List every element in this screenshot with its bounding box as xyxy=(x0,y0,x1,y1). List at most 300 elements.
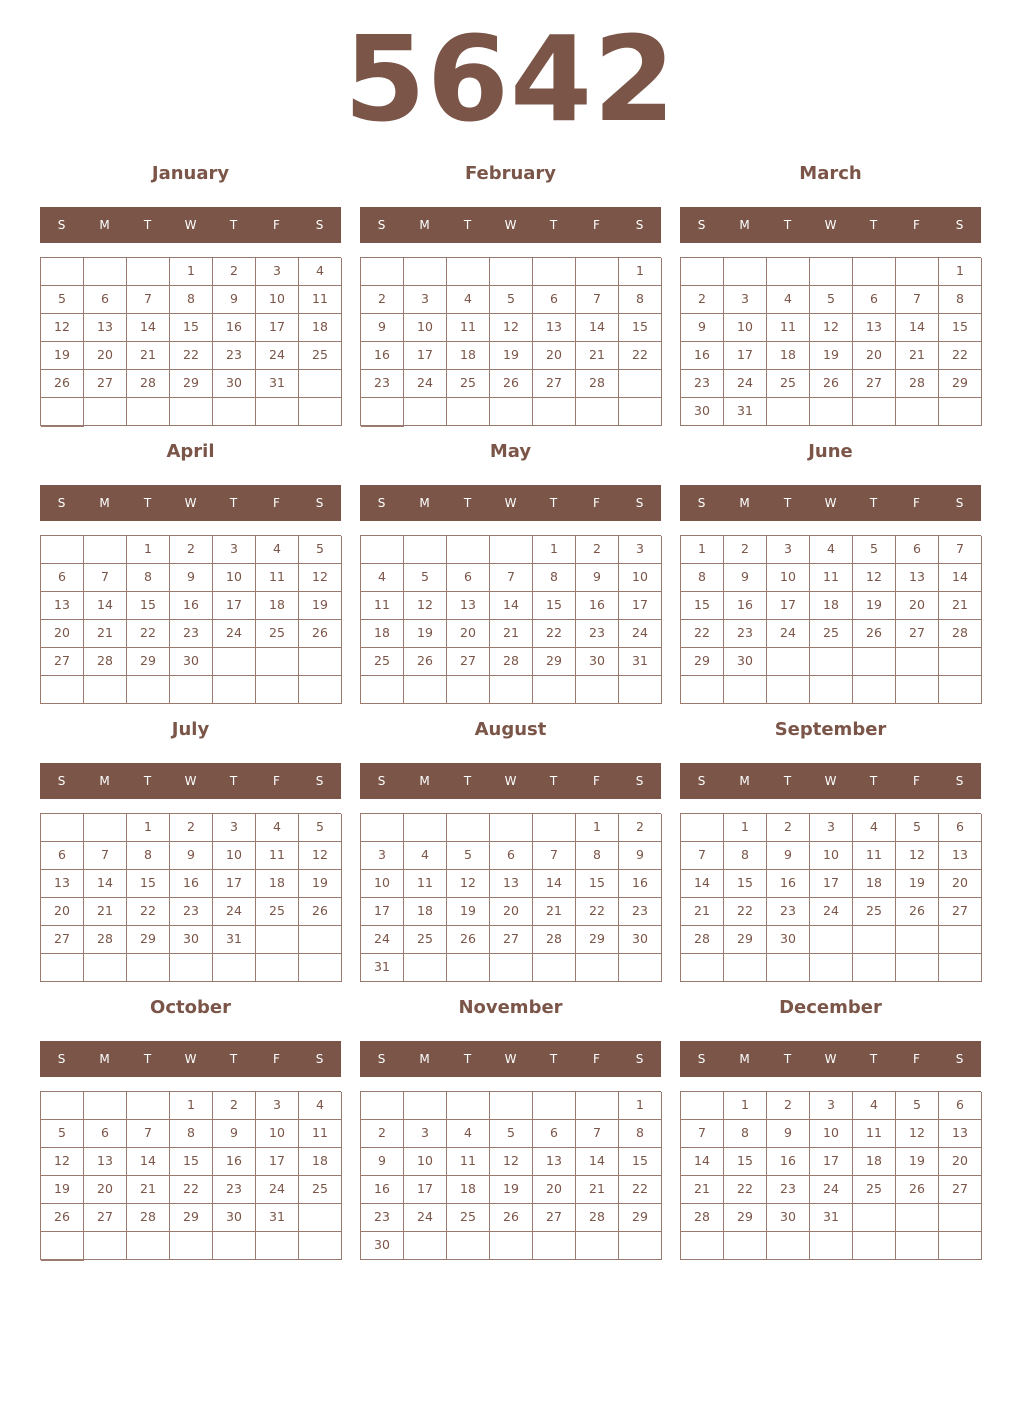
day-cell: 2 xyxy=(767,1092,810,1120)
day-cell: 10 xyxy=(810,842,853,870)
month-name: June xyxy=(808,441,853,462)
day-cell: 16 xyxy=(767,1148,810,1176)
day-cell: 9 xyxy=(170,564,213,592)
day-cell: 24 xyxy=(810,898,853,926)
day-cell: 4 xyxy=(447,1120,490,1148)
empty-day-cell xyxy=(404,1232,447,1260)
day-cell: 25 xyxy=(447,1204,490,1232)
day-grid xyxy=(680,535,981,704)
empty-day-cell xyxy=(939,1232,982,1260)
empty-day-cell xyxy=(490,954,533,982)
empty-day-cell xyxy=(299,1232,342,1260)
day-cell: 7 xyxy=(681,1120,724,1148)
empty-day-cell xyxy=(299,398,342,426)
day-cell: 11 xyxy=(256,564,299,592)
day-cell: 28 xyxy=(576,1204,619,1232)
day-grid xyxy=(360,1091,661,1260)
day-cell: 21 xyxy=(576,1176,619,1204)
day-cell: 21 xyxy=(681,1176,724,1204)
day-cell: 29 xyxy=(127,648,170,676)
day-cell: 9 xyxy=(170,842,213,870)
day-cell: 18 xyxy=(810,592,853,620)
day-cell: 5 xyxy=(447,842,490,870)
weekday-label: T xyxy=(229,496,238,510)
weekday-label: T xyxy=(143,496,152,510)
day-cell: 29 xyxy=(619,1204,662,1232)
day-cell: 16 xyxy=(170,592,213,620)
day-cell: 6 xyxy=(41,564,84,592)
day-cell: 28 xyxy=(127,370,170,398)
weekday-label: T xyxy=(869,774,878,788)
empty-day-cell xyxy=(896,954,939,982)
day-cell: 3 xyxy=(404,1120,447,1148)
empty-day-cell xyxy=(84,954,127,982)
month-calendar-march xyxy=(680,160,981,426)
day-cell: 14 xyxy=(533,870,576,898)
empty-day-cell xyxy=(84,258,127,286)
month-calendar-october xyxy=(40,994,341,1260)
day-cell: 20 xyxy=(490,898,533,926)
day-cell: 11 xyxy=(767,314,810,342)
day-cell: 13 xyxy=(533,1148,576,1176)
weekday-header xyxy=(40,763,341,799)
empty-day-cell xyxy=(127,676,170,704)
day-cell: 2 xyxy=(767,814,810,842)
day-cell: 12 xyxy=(299,564,342,592)
day-cell: 17 xyxy=(361,898,404,926)
empty-day-cell xyxy=(724,1232,767,1260)
day-cell: 10 xyxy=(404,1148,447,1176)
day-cell: 29 xyxy=(170,370,213,398)
empty-day-cell xyxy=(619,1232,662,1260)
day-cell: 2 xyxy=(361,286,404,314)
day-cell: 13 xyxy=(41,592,84,620)
day-cell: 24 xyxy=(724,370,767,398)
day-cell: 25 xyxy=(256,898,299,926)
empty-day-cell xyxy=(170,1232,213,1260)
day-cell: 9 xyxy=(619,842,662,870)
empty-day-cell xyxy=(404,676,447,704)
weekday-label: T xyxy=(549,496,558,510)
day-cell: 31 xyxy=(810,1204,853,1232)
empty-day-cell xyxy=(533,1232,576,1260)
empty-day-cell xyxy=(490,1232,533,1260)
day-cell: 18 xyxy=(256,592,299,620)
day-cell: 13 xyxy=(939,842,982,870)
day-cell: 5 xyxy=(299,814,342,842)
weekday-label: T xyxy=(783,1052,792,1066)
day-cell: 28 xyxy=(896,370,939,398)
day-cell: 28 xyxy=(84,648,127,676)
day-cell: 21 xyxy=(533,898,576,926)
day-cell: 1 xyxy=(127,536,170,564)
weekday-label: T xyxy=(549,1052,558,1066)
empty-day-cell xyxy=(576,954,619,982)
weekday-label: M xyxy=(419,774,430,788)
weekday-label: S xyxy=(955,1052,964,1066)
empty-day-cell xyxy=(447,676,490,704)
day-cell: 12 xyxy=(447,870,490,898)
day-cell: 13 xyxy=(533,314,576,342)
day-cell: 8 xyxy=(681,564,724,592)
day-cell: 27 xyxy=(939,898,982,926)
weekday-header xyxy=(40,207,341,243)
weekday-label: S xyxy=(315,774,324,788)
day-cell: 30 xyxy=(213,1204,256,1232)
day-cell: 3 xyxy=(724,286,767,314)
empty-day-cell xyxy=(404,814,447,842)
empty-day-cell xyxy=(681,258,724,286)
month-name: February xyxy=(464,163,557,184)
day-grid xyxy=(360,535,661,704)
day-cell: 5 xyxy=(853,536,896,564)
day-cell: 15 xyxy=(127,592,170,620)
day-cell: 3 xyxy=(256,258,299,286)
month-name: January xyxy=(151,163,230,184)
day-cell: 15 xyxy=(724,870,767,898)
day-cell: 18 xyxy=(256,870,299,898)
empty-day-cell xyxy=(170,954,213,982)
day-cell: 19 xyxy=(299,592,342,620)
empty-day-cell xyxy=(724,954,767,982)
weekday-label: S xyxy=(315,1052,324,1066)
day-cell: 19 xyxy=(404,620,447,648)
day-cell: 23 xyxy=(576,620,619,648)
day-cell: 8 xyxy=(170,1120,213,1148)
day-cell: 6 xyxy=(939,1092,982,1120)
day-cell: 25 xyxy=(256,620,299,648)
weekday-label: F xyxy=(593,496,600,510)
day-cell: 2 xyxy=(213,1092,256,1120)
empty-day-cell xyxy=(84,398,127,426)
empty-day-cell xyxy=(853,676,896,704)
month-calendar-may xyxy=(360,438,661,704)
weekday-label: S xyxy=(57,1052,66,1066)
day-cell: 4 xyxy=(256,814,299,842)
empty-day-cell xyxy=(447,954,490,982)
day-cell: 15 xyxy=(533,592,576,620)
day-cell: 11 xyxy=(853,842,896,870)
month-calendar-august xyxy=(360,716,661,982)
day-cell: 12 xyxy=(490,1148,533,1176)
day-cell: 16 xyxy=(361,1176,404,1204)
empty-day-cell xyxy=(939,648,982,676)
day-cell: 31 xyxy=(256,370,299,398)
weekday-label: M xyxy=(739,774,750,788)
day-cell: 6 xyxy=(533,1120,576,1148)
day-cell: 20 xyxy=(939,870,982,898)
day-cell: 9 xyxy=(724,564,767,592)
day-cell: 18 xyxy=(447,342,490,370)
empty-day-cell xyxy=(361,676,404,704)
day-cell: 1 xyxy=(170,258,213,286)
day-cell: 8 xyxy=(533,564,576,592)
weekday-label: T xyxy=(549,774,558,788)
empty-day-cell xyxy=(939,676,982,704)
day-cell: 12 xyxy=(810,314,853,342)
day-cell: 21 xyxy=(576,342,619,370)
day-cell: 15 xyxy=(127,870,170,898)
day-cell: 6 xyxy=(853,286,896,314)
day-cell: 1 xyxy=(619,258,662,286)
weekday-label: M xyxy=(99,218,110,232)
day-cell: 15 xyxy=(619,1148,662,1176)
weekday-label: W xyxy=(184,774,197,788)
empty-day-cell xyxy=(681,1232,724,1260)
day-cell: 20 xyxy=(447,620,490,648)
empty-day-cell xyxy=(896,926,939,954)
day-cell: 24 xyxy=(361,926,404,954)
weekday-label: S xyxy=(955,496,964,510)
day-cell: 28 xyxy=(533,926,576,954)
weekday-label: F xyxy=(913,1052,920,1066)
empty-day-cell xyxy=(41,426,84,427)
day-cell: 12 xyxy=(404,592,447,620)
weekday-label: W xyxy=(184,496,197,510)
day-cell: 11 xyxy=(256,842,299,870)
day-cell: 13 xyxy=(84,1148,127,1176)
empty-day-cell xyxy=(896,648,939,676)
day-cell: 31 xyxy=(361,954,404,982)
weekday-label: S xyxy=(635,218,644,232)
empty-day-cell xyxy=(810,676,853,704)
weekday-label: S xyxy=(697,496,706,510)
day-cell: 22 xyxy=(939,342,982,370)
day-cell: 3 xyxy=(361,842,404,870)
day-cell: 4 xyxy=(853,814,896,842)
month-name: March xyxy=(799,163,862,184)
day-grid xyxy=(680,257,981,426)
weekday-label: S xyxy=(377,496,386,510)
day-cell: 8 xyxy=(127,564,170,592)
empty-day-cell xyxy=(490,814,533,842)
day-cell: 22 xyxy=(724,898,767,926)
day-cell: 10 xyxy=(213,842,256,870)
day-cell: 20 xyxy=(41,898,84,926)
weekday-label: T xyxy=(463,496,472,510)
empty-day-cell xyxy=(896,258,939,286)
weekday-label: M xyxy=(419,218,430,232)
weekday-label: T xyxy=(549,218,558,232)
weekday-label: S xyxy=(955,218,964,232)
weekday-label: T xyxy=(869,1052,878,1066)
empty-day-cell xyxy=(256,398,299,426)
day-cell: 1 xyxy=(619,1092,662,1120)
day-cell: 27 xyxy=(41,926,84,954)
weekday-label: M xyxy=(739,496,750,510)
day-cell: 22 xyxy=(533,620,576,648)
day-cell: 20 xyxy=(853,342,896,370)
day-cell: 24 xyxy=(767,620,810,648)
day-cell: 21 xyxy=(127,342,170,370)
weekday-header xyxy=(680,1041,981,1077)
empty-day-cell xyxy=(447,258,490,286)
day-cell: 13 xyxy=(84,314,127,342)
day-cell: 28 xyxy=(576,370,619,398)
weekday-label: F xyxy=(273,1052,280,1066)
day-cell: 3 xyxy=(213,536,256,564)
weekday-header xyxy=(360,207,661,243)
day-cell: 13 xyxy=(896,564,939,592)
weekday-label: T xyxy=(143,774,152,788)
day-cell: 27 xyxy=(533,1204,576,1232)
empty-day-cell xyxy=(256,676,299,704)
empty-day-cell xyxy=(127,258,170,286)
day-cell: 16 xyxy=(213,314,256,342)
day-cell: 20 xyxy=(41,620,84,648)
day-cell: 3 xyxy=(767,536,810,564)
day-cell: 22 xyxy=(170,342,213,370)
month-calendar-november xyxy=(360,994,661,1260)
empty-day-cell xyxy=(213,398,256,426)
empty-day-cell xyxy=(41,676,84,704)
day-cell: 24 xyxy=(404,370,447,398)
day-cell: 6 xyxy=(84,286,127,314)
weekday-label: S xyxy=(697,1052,706,1066)
day-cell: 19 xyxy=(810,342,853,370)
day-cell: 9 xyxy=(681,314,724,342)
day-cell: 7 xyxy=(576,286,619,314)
day-cell: 3 xyxy=(256,1092,299,1120)
day-cell: 10 xyxy=(810,1120,853,1148)
month-name: July xyxy=(171,719,210,740)
day-cell: 28 xyxy=(681,926,724,954)
empty-day-cell xyxy=(576,1092,619,1120)
empty-day-cell xyxy=(767,1232,810,1260)
day-cell: 16 xyxy=(724,592,767,620)
day-cell: 15 xyxy=(724,1148,767,1176)
day-cell: 13 xyxy=(853,314,896,342)
day-cell: 25 xyxy=(361,648,404,676)
weekday-label: T xyxy=(229,774,238,788)
empty-day-cell xyxy=(404,398,447,426)
day-cell: 19 xyxy=(299,870,342,898)
day-cell: 16 xyxy=(619,870,662,898)
empty-day-cell xyxy=(724,676,767,704)
day-cell: 4 xyxy=(447,286,490,314)
empty-day-cell xyxy=(213,648,256,676)
day-cell: 17 xyxy=(724,342,767,370)
empty-day-cell xyxy=(576,1232,619,1260)
day-cell: 22 xyxy=(170,1176,213,1204)
day-cell: 4 xyxy=(810,536,853,564)
day-cell: 7 xyxy=(127,1120,170,1148)
day-cell: 16 xyxy=(576,592,619,620)
day-cell: 1 xyxy=(170,1092,213,1120)
day-cell: 16 xyxy=(213,1148,256,1176)
day-cell: 19 xyxy=(490,342,533,370)
empty-day-cell xyxy=(810,258,853,286)
day-cell: 20 xyxy=(896,592,939,620)
empty-day-cell xyxy=(299,676,342,704)
day-cell: 26 xyxy=(853,620,896,648)
month-calendar-june xyxy=(680,438,981,704)
day-cell: 21 xyxy=(127,1176,170,1204)
empty-day-cell xyxy=(84,814,127,842)
day-cell: 18 xyxy=(853,870,896,898)
day-cell: 2 xyxy=(361,1120,404,1148)
empty-day-cell xyxy=(84,536,127,564)
empty-day-cell xyxy=(404,258,447,286)
day-cell: 17 xyxy=(810,1148,853,1176)
empty-day-cell xyxy=(767,954,810,982)
day-cell: 26 xyxy=(299,620,342,648)
day-cell: 19 xyxy=(41,1176,84,1204)
day-cell: 27 xyxy=(896,620,939,648)
day-cell: 12 xyxy=(41,1148,84,1176)
empty-day-cell xyxy=(361,1092,404,1120)
day-cell: 3 xyxy=(619,536,662,564)
day-cell: 22 xyxy=(681,620,724,648)
day-cell: 21 xyxy=(84,620,127,648)
day-cell: 11 xyxy=(447,314,490,342)
day-cell: 19 xyxy=(41,342,84,370)
empty-day-cell xyxy=(404,954,447,982)
day-cell: 29 xyxy=(576,926,619,954)
weekday-label: T xyxy=(463,1052,472,1066)
day-cell: 5 xyxy=(404,564,447,592)
day-cell: 22 xyxy=(619,342,662,370)
day-cell: 11 xyxy=(404,870,447,898)
day-cell: 29 xyxy=(127,926,170,954)
day-cell: 5 xyxy=(490,286,533,314)
day-cell: 14 xyxy=(127,314,170,342)
empty-day-cell xyxy=(490,536,533,564)
day-cell: 26 xyxy=(299,898,342,926)
weekday-label: T xyxy=(783,774,792,788)
empty-day-cell xyxy=(361,536,404,564)
empty-day-cell xyxy=(299,370,342,398)
empty-day-cell xyxy=(41,258,84,286)
day-cell: 23 xyxy=(767,1176,810,1204)
empty-day-cell xyxy=(619,398,662,426)
empty-day-cell xyxy=(533,1092,576,1120)
day-cell: 11 xyxy=(299,286,342,314)
day-cell: 15 xyxy=(170,314,213,342)
empty-day-cell xyxy=(533,676,576,704)
day-cell: 16 xyxy=(170,870,213,898)
day-cell: 17 xyxy=(619,592,662,620)
day-cell: 8 xyxy=(724,842,767,870)
day-cell: 7 xyxy=(576,1120,619,1148)
day-cell: 12 xyxy=(853,564,896,592)
day-cell: 2 xyxy=(213,258,256,286)
day-cell: 15 xyxy=(619,314,662,342)
empty-day-cell xyxy=(170,676,213,704)
empty-day-cell xyxy=(810,398,853,426)
empty-day-cell xyxy=(256,1232,299,1260)
day-cell: 24 xyxy=(213,898,256,926)
empty-day-cell xyxy=(127,1232,170,1260)
day-cell: 11 xyxy=(853,1120,896,1148)
day-cell: 1 xyxy=(724,814,767,842)
day-cell: 1 xyxy=(533,536,576,564)
empty-day-cell xyxy=(490,398,533,426)
empty-day-cell xyxy=(853,1204,896,1232)
day-cell: 9 xyxy=(361,1148,404,1176)
day-cell: 5 xyxy=(41,286,84,314)
day-cell: 15 xyxy=(681,592,724,620)
day-cell: 15 xyxy=(576,870,619,898)
day-cell: 22 xyxy=(724,1176,767,1204)
day-cell: 22 xyxy=(127,898,170,926)
day-cell: 14 xyxy=(896,314,939,342)
day-cell: 8 xyxy=(576,842,619,870)
day-cell: 27 xyxy=(447,648,490,676)
empty-day-cell xyxy=(447,1232,490,1260)
day-cell: 16 xyxy=(681,342,724,370)
day-cell: 27 xyxy=(41,648,84,676)
